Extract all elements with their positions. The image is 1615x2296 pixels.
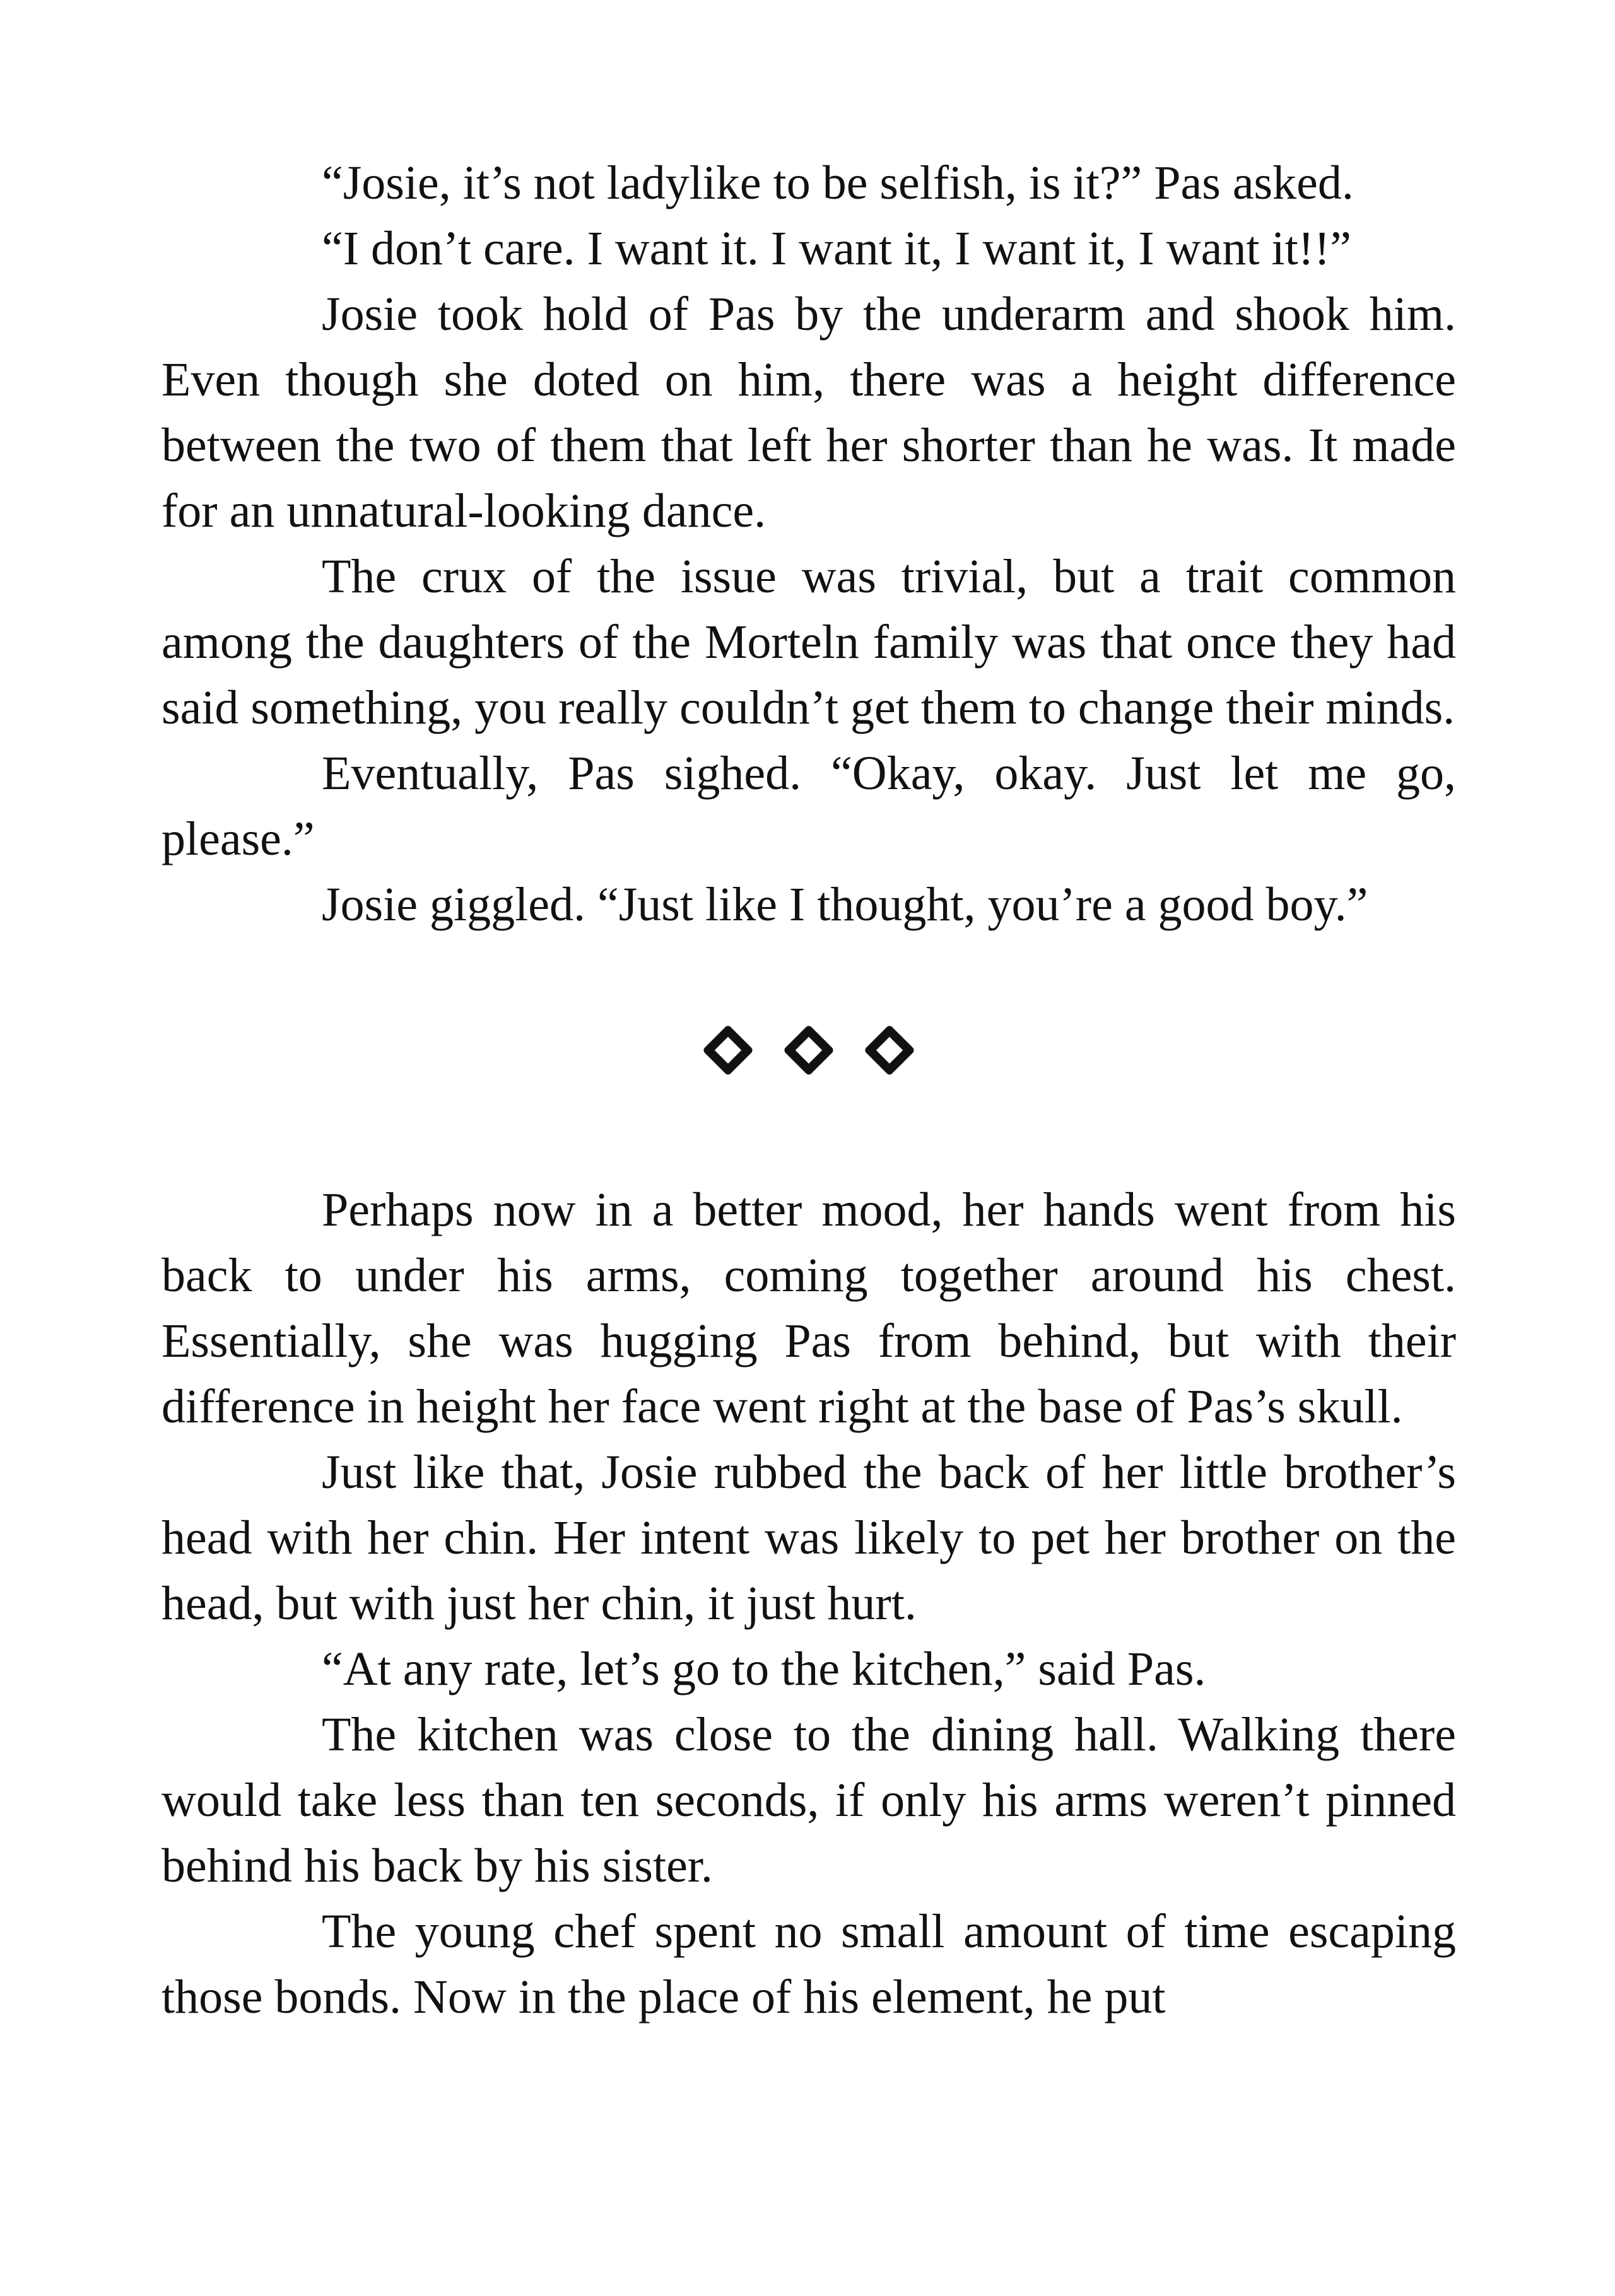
paragraph: Josie giggled. “Just like I thought, you’re a good boy.” (322, 878, 1368, 931)
diamond-outline-icon (702, 1024, 754, 1076)
section-one (162, 150, 1456, 937)
paragraph: Just like that, Josie rubbed the back of her little brother’s head with her chin. Her intent was likely to pet her brother on the head, but with just her chin, it just hurt. (162, 1446, 1456, 1630)
paragraph: Eventually, Pas sighed. “Okay, okay. Just let me go, please.” (162, 747, 1456, 865)
paragraph: “I don’t care. I want it. I want it, I want it, I want it!!” (322, 222, 1352, 275)
diamond-outline-icon (864, 1024, 915, 1076)
section-two (162, 1177, 1456, 2030)
paragraph: Perhaps now in a better mood, her hands went from his back to under his arms, coming together around his chest. Essentially, she was hugging Pas from behind, but with their difference in height her face went right at the base of Pas’s skull. (162, 1183, 1456, 1433)
paragraph: The crux of the issue was trivial, but a trait common among the daughters of the Morteln family was that once they had said something, you really couldn’t get them to change their minds. (162, 550, 1456, 734)
paragraph: “At any rate, let’s go to the kitchen,” said Pas. (322, 1643, 1206, 1696)
diamond-outline-icon (783, 1024, 835, 1076)
book-page (162, 150, 1456, 2030)
scene-break (162, 937, 1456, 1177)
paragraph: The young chef spent no small amount of time escaping those bonds. Now in the place of his element, he put (162, 1905, 1456, 2024)
paragraph: The kitchen was close to the dining hall. Walking there would take less than ten seconds, if only his arms weren’t pinned behind his back by his sister. (162, 1708, 1456, 1892)
paragraph: Josie took hold of Pas by the underarm and shook him. Even though she doted on him, there was a height difference between the two of them that left her shorter than he was. It made for an unnatural-looking dance. (162, 288, 1456, 537)
paragraph: “Josie, it’s not ladylike to be selfish, is it?” Pas asked. (322, 156, 1354, 209)
